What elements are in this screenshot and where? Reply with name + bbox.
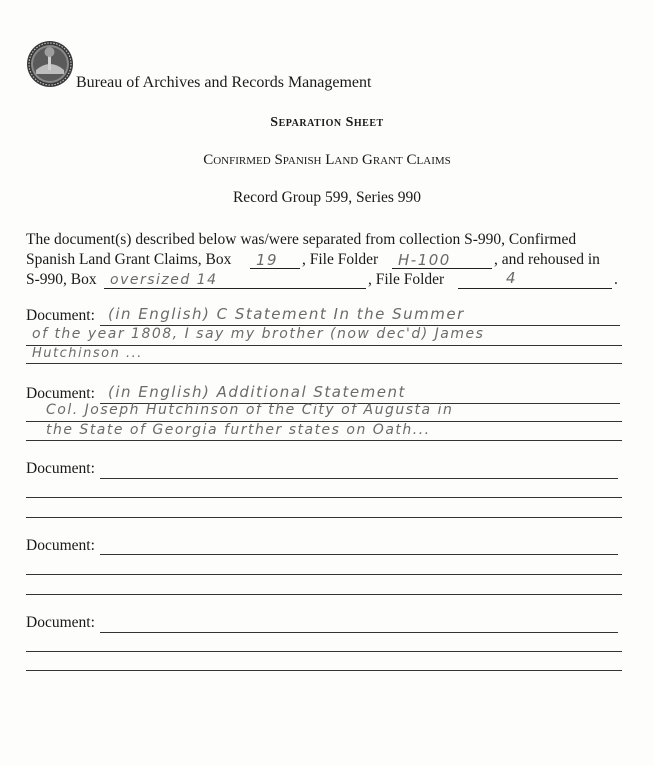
document-1-line-1: (in English) C Statement In the Summer (108, 305, 465, 323)
document-4-label: Document: (26, 537, 95, 554)
document-5-rule-2 (26, 651, 622, 652)
intro-line-3-end: . (614, 271, 618, 288)
intro-line-1: The document(s) described below was/were separated from collection S-990, Confirmed (26, 231, 577, 248)
document-3-rule-1 (100, 478, 618, 479)
intro-line-2-start: Spanish Land Grant Claims, Box (26, 251, 232, 268)
document-2-line-2: Col. Joseph Hutchinson of the City of Augusta in (46, 402, 454, 418)
document-5-rule-3 (26, 670, 622, 671)
document-1-label: Document: (26, 307, 95, 324)
document-2-line-3: the State of Georgia further states on Oath... (46, 422, 431, 438)
document-1-rule-3 (26, 363, 622, 364)
box-value: 19 (256, 251, 279, 269)
record-group: Record Group 599, Series 990 (232, 189, 422, 206)
document-4-rule-2 (26, 574, 622, 575)
document-3-rule-3 (26, 517, 622, 518)
document-1-line-3: Hutchinson ... (32, 346, 143, 361)
document-5-label: Document: (26, 614, 95, 631)
document-4-rule-1 (100, 554, 618, 555)
intro-line-2-folder: , File Folder (302, 251, 379, 268)
rehoused-folder-value: 4 (506, 269, 518, 287)
intro-line-3-folder: , File Folder (368, 271, 445, 288)
bureau-name: Bureau of Archives and Records Management (76, 74, 372, 91)
state-seal-icon (26, 40, 74, 88)
document-2-line-1: (in English) Additional Statement (108, 383, 406, 401)
intro-line-2-end: , and rehoused in (494, 251, 600, 268)
document-3-rule-2 (26, 497, 622, 498)
folder-value: H-100 (398, 251, 451, 269)
document-1-line-2: of the year 1808, I say my brother (now dec'd) James (32, 326, 485, 342)
sheet-title: Separation Sheet (270, 115, 384, 130)
document-4-rule-3 (26, 594, 622, 595)
rehoused-box-value: oversized 14 (110, 272, 218, 288)
document-3-label: Document: (26, 460, 95, 477)
collection-title: Confirmed Spanish Land Grant Claims (203, 152, 451, 168)
document-2-label: Document: (26, 385, 95, 402)
intro-paragraph (26, 230, 630, 294)
intro-line-3-start: S-990, Box (26, 271, 97, 288)
document-2-rule-3 (26, 440, 622, 441)
document-5-rule-1 (100, 632, 618, 633)
rehoused-folder-field (458, 270, 612, 289)
